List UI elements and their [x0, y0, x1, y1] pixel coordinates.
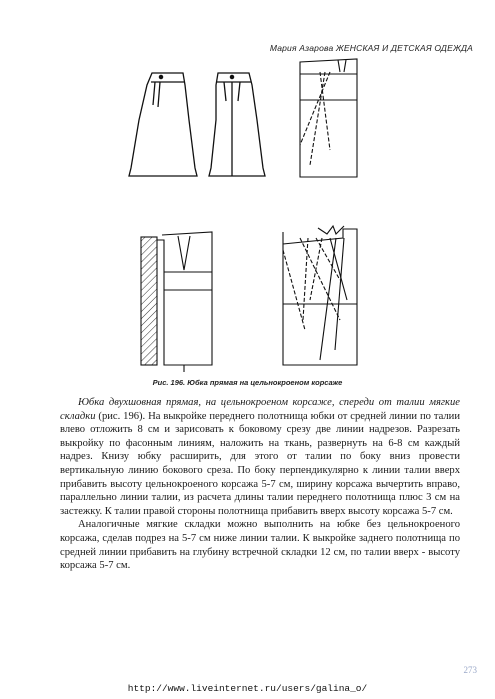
- skirt-front-sketch: [129, 73, 197, 176]
- page-number: 273: [463, 665, 477, 675]
- skirt-back-sketch: [209, 73, 265, 176]
- paragraph-2: [60, 518, 460, 572]
- paragraph-1: [60, 396, 460, 518]
- running-header: Мария Азарова ЖЕНСКАЯ И ДЕТСКАЯ ОДЕЖДА: [269, 43, 473, 53]
- paragraph-lead: Юбка двухшовная прямая, на цельнокроеном корсаже, спереди от талии мягкие складки: [60, 397, 460, 422]
- pattern-draft-bottom-left: [141, 232, 212, 372]
- figure-caption: Рис. 196. Юбка прямая на цельнокроеном корсаже: [152, 378, 343, 387]
- pattern-draft-top: [300, 59, 357, 177]
- paragraph-body: (рис. 196). На выкройке переднего полотнища юбки от средней линии по талии влево отложить 8 см и зарисовать к боковому срезу две линии надрезов. Разрезать выкройку по фасонным линиям, наложить на ткань, развернуть на 6-8 см каждый надрез. Книзу юбку расширить, для этого от талии по боку вниз провести вертикальную линию бокового среза. По боку перпендикулярно к линии талии вверх прибавить высоту цельнокроеного корсажа 5-7 см, ширину корсажа вычертить вправо, параллельно линии талии, из расчета длины талии переднего полотнища плюс 3 см на застежку. К талии правой стороны полотнища прибавить вверх высоту корсажа 5-7 см.: [60, 410, 460, 517]
- pattern-draft-bottom-right: [283, 226, 357, 365]
- paragraph-body: Аналогичные мягкие складки можно выполнить на юбке без цельнокроеного корсажа, сделав подрез на 5-7 см ниже линии талии. К выкройке заднего полотнища по средней линии прибавить на глубину встречной складки 12 см, по талии вверх - высоту корсажа 5-7 см.: [60, 519, 460, 572]
- footer-url[interactable]: http://www.liveinternet.ru/users/galina_o/: [127, 683, 368, 694]
- body-text: [60, 396, 460, 573]
